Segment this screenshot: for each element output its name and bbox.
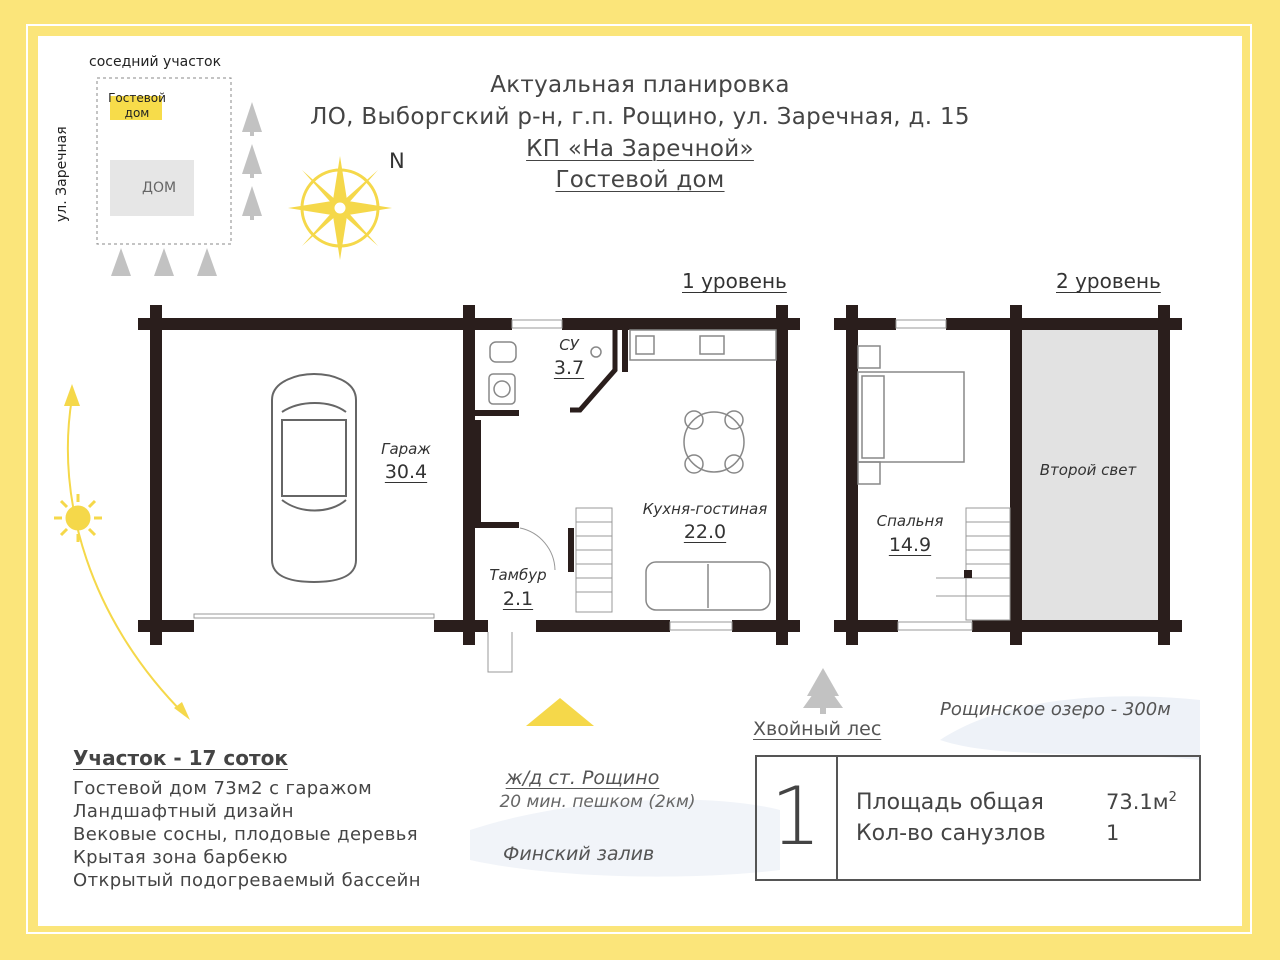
main-house-label: ДОМ (142, 180, 177, 196)
header-subtitle: Гостевой дом (555, 167, 725, 193)
neighbor-plot-label: соседний участок (89, 54, 222, 70)
summary-number: 1 (770, 770, 822, 863)
entrance-triangle (526, 698, 594, 726)
lake-label: Рощинское озеро - 300м (940, 699, 1171, 720)
street-label: ул. Заречная (54, 126, 70, 222)
summary-divider (836, 755, 838, 881)
header-community: КП «На Заречной» (526, 136, 754, 162)
plot-title: Участок - 17 соток (73, 746, 288, 770)
feature-item: Открытый подогреваемый бассейн (73, 870, 421, 891)
feature-item: Вековые сосны, плодовые деревья (73, 824, 418, 845)
bathrooms-value: 1 (1106, 821, 1120, 845)
header-title: Актуальная планировка (490, 72, 790, 98)
vestibule-name: Тамбур (489, 566, 547, 584)
vestibule-area: 2.1 (502, 588, 534, 610)
total-area-label: Площадь общая (856, 790, 1044, 815)
stairs-level-1 (576, 508, 612, 612)
bedroom-furniture (858, 346, 964, 484)
compass-north-label: N (389, 149, 405, 173)
sun-path (54, 384, 190, 720)
compass-rose (288, 156, 392, 260)
bedroom-name: Спальня (876, 512, 944, 530)
bathroom-name: СУ (559, 336, 579, 354)
guest-house-label: Гостевой дом (108, 91, 166, 120)
feature-item: Ландшафтный дизайн (73, 801, 294, 822)
bathrooms-label: Кол-во санузлов (856, 821, 1046, 846)
car-outline (272, 374, 356, 582)
forest-tree-icon (803, 668, 843, 714)
bedroom-area: 14.9 (888, 534, 932, 556)
level-2-label: 2 уровень (1056, 269, 1161, 293)
garage-area: 30.4 (384, 461, 428, 483)
feature-item: Крытая зона барбекю (73, 847, 288, 868)
gulf-label: Финский залив (503, 843, 655, 865)
level-1-label: 1 уровень (682, 269, 787, 293)
second-light-label: Второй свет (1039, 461, 1137, 479)
garage-name: Гараж (381, 440, 431, 458)
kitchen-furniture (630, 330, 776, 610)
forest-label: Хвойный лес (753, 718, 882, 740)
station-label: ж/д ст. Рощино (505, 767, 660, 789)
kitchen-area: 22.0 (683, 521, 727, 543)
kitchen-name: Кухня-гостиная (642, 500, 768, 518)
bathroom-area: 3.7 (553, 357, 585, 379)
station-walk-label: 20 мин. пешком (2км) (499, 792, 696, 812)
feature-item: Гостевой дом 73м2 с гаражом (73, 778, 373, 799)
header-address: ЛО, Выборгский р-н, г.п. Рощино, ул. Заречная, д. 15 (310, 104, 970, 130)
stair-post (964, 570, 972, 578)
total-area-value: $73.1м^2$ (1106, 790, 1177, 814)
